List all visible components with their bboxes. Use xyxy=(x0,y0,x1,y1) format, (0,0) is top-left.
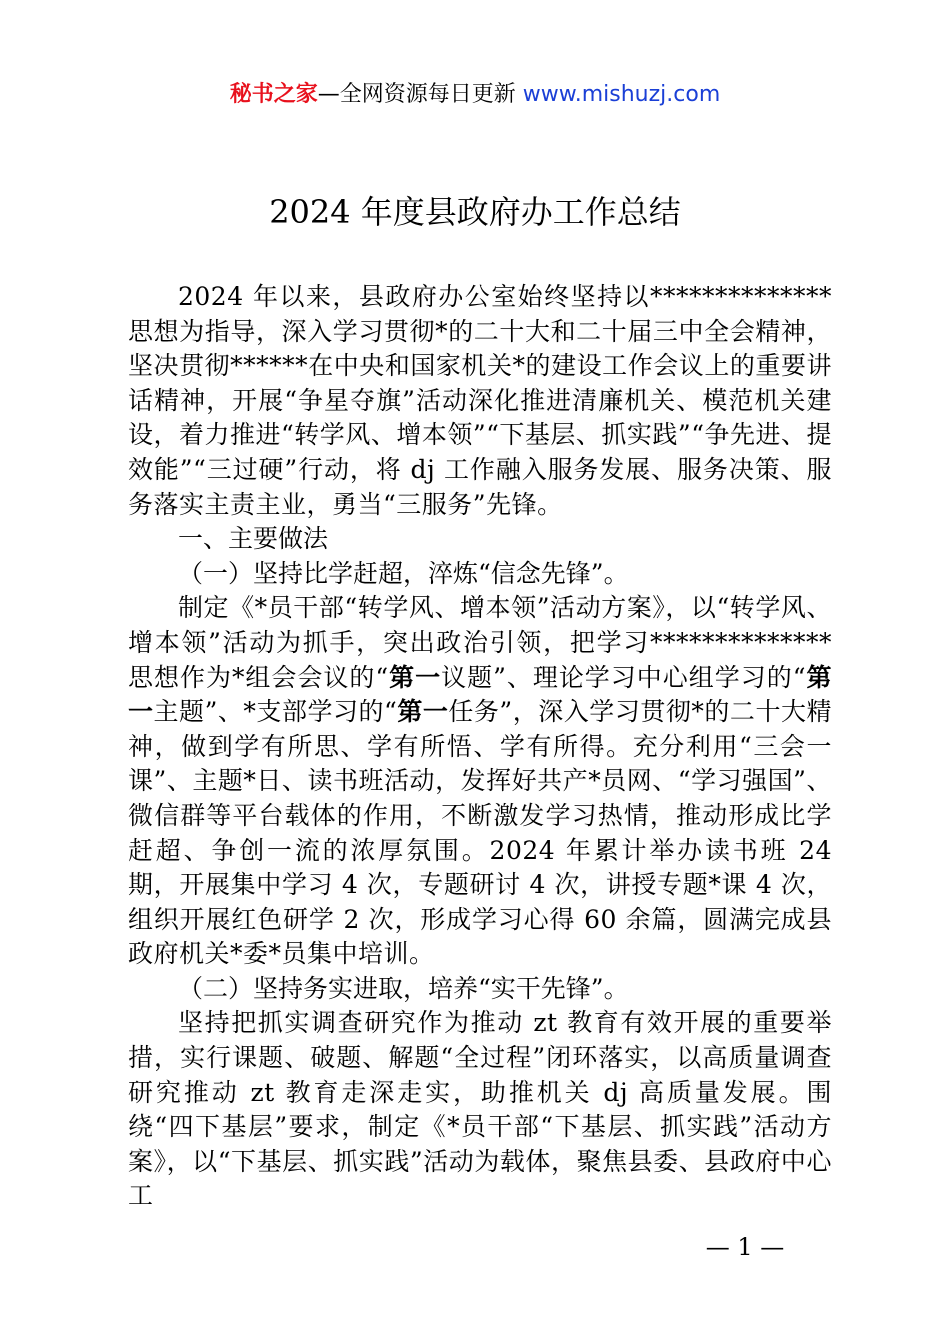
bold-text: 第一 xyxy=(397,697,449,727)
bold-text: 第一 xyxy=(128,662,832,727)
section-heading: 一、主要做法 xyxy=(178,524,329,554)
site-banner xyxy=(0,80,950,110)
text-run: 任务”，深入学习贯彻*的二十大精神，做到学有所思、学有所悟、学有所得。充分利用“三会一课”、主题*日、读书班活动，发挥好共产*员网、“学习强国”、微信群等平台载体的作用，不断激发学习热情，推动形成比学赶超、争创一流的浓厚氛围。2024 年累计举办读书班 24 期，开展集中学习 4 次，专题研讨 4 次，讲授专题*课 4 次，组织开展红色研学 2 次，形成学习心得 60 余篇，圆满完成县政府机关*委*员集中培训。 xyxy=(128,697,832,969)
intro-paragraph: 2024 年以来，县政府办公室始终坚持以**************思想为指导，深入学习贯彻*的二十大和二十届三中全会精神，坚决贯彻******在中央和国家机关*的建设工作会议上的重要讲话精神，开展“争星夺旗”活动深化推进清廉机关、模范机关建设，着力推进“转学风、增本领”“下基层、抓实践”“争先进、提效能”“三过硬”行动，将 dj 工作融入服务发展、服务决策、服务落实主责主业，勇当“三服务”先锋。 xyxy=(128,282,832,519)
site-url-link[interactable]: www.mishuzj.com xyxy=(522,82,721,107)
text-run: 议题”、理论学习中心组学习的“ xyxy=(441,662,806,692)
bold-text: 第一 xyxy=(388,662,442,692)
subsection-heading-1: （一）坚持比学赶超，淬炼“信念先锋”。 xyxy=(178,558,629,588)
document-title: 2024 年度县政府办工作总结 xyxy=(269,193,681,231)
site-slogan: —全网资源每日更新 xyxy=(317,82,523,107)
document-body xyxy=(128,280,832,1214)
page-number: — 1 — xyxy=(705,1233,785,1261)
site-brand: 秘书之家 xyxy=(229,82,318,107)
subsection-heading-2: （二）坚持务实进取，培养“实干先锋”。 xyxy=(178,973,629,1003)
text-run: 主题”、*支部学习的“ xyxy=(153,697,398,727)
study-paragraph xyxy=(128,591,832,972)
text-run: 制定《*员干部“转学风、增本领”活动方案》，以“转学风、增本领”活动为抓手，突出政治引领，把学习**************思想作为*组会会议的“ xyxy=(128,593,832,692)
research-paragraph: 坚持把抓实调查研究作为推动 zt 教育有效开展的重要举措，实行课题、破题、解题“全过程”闭环落实，以高质量调查研究推动 zt 教育走深走实，助推机关 dj 高质量发展。围绕“四下基层”要求，制定《*员干部“下基层、抓实践”活动方案》，以“下基层、抓实践”活动为载体，聚焦县委、县政府中心工 xyxy=(128,1008,832,1211)
